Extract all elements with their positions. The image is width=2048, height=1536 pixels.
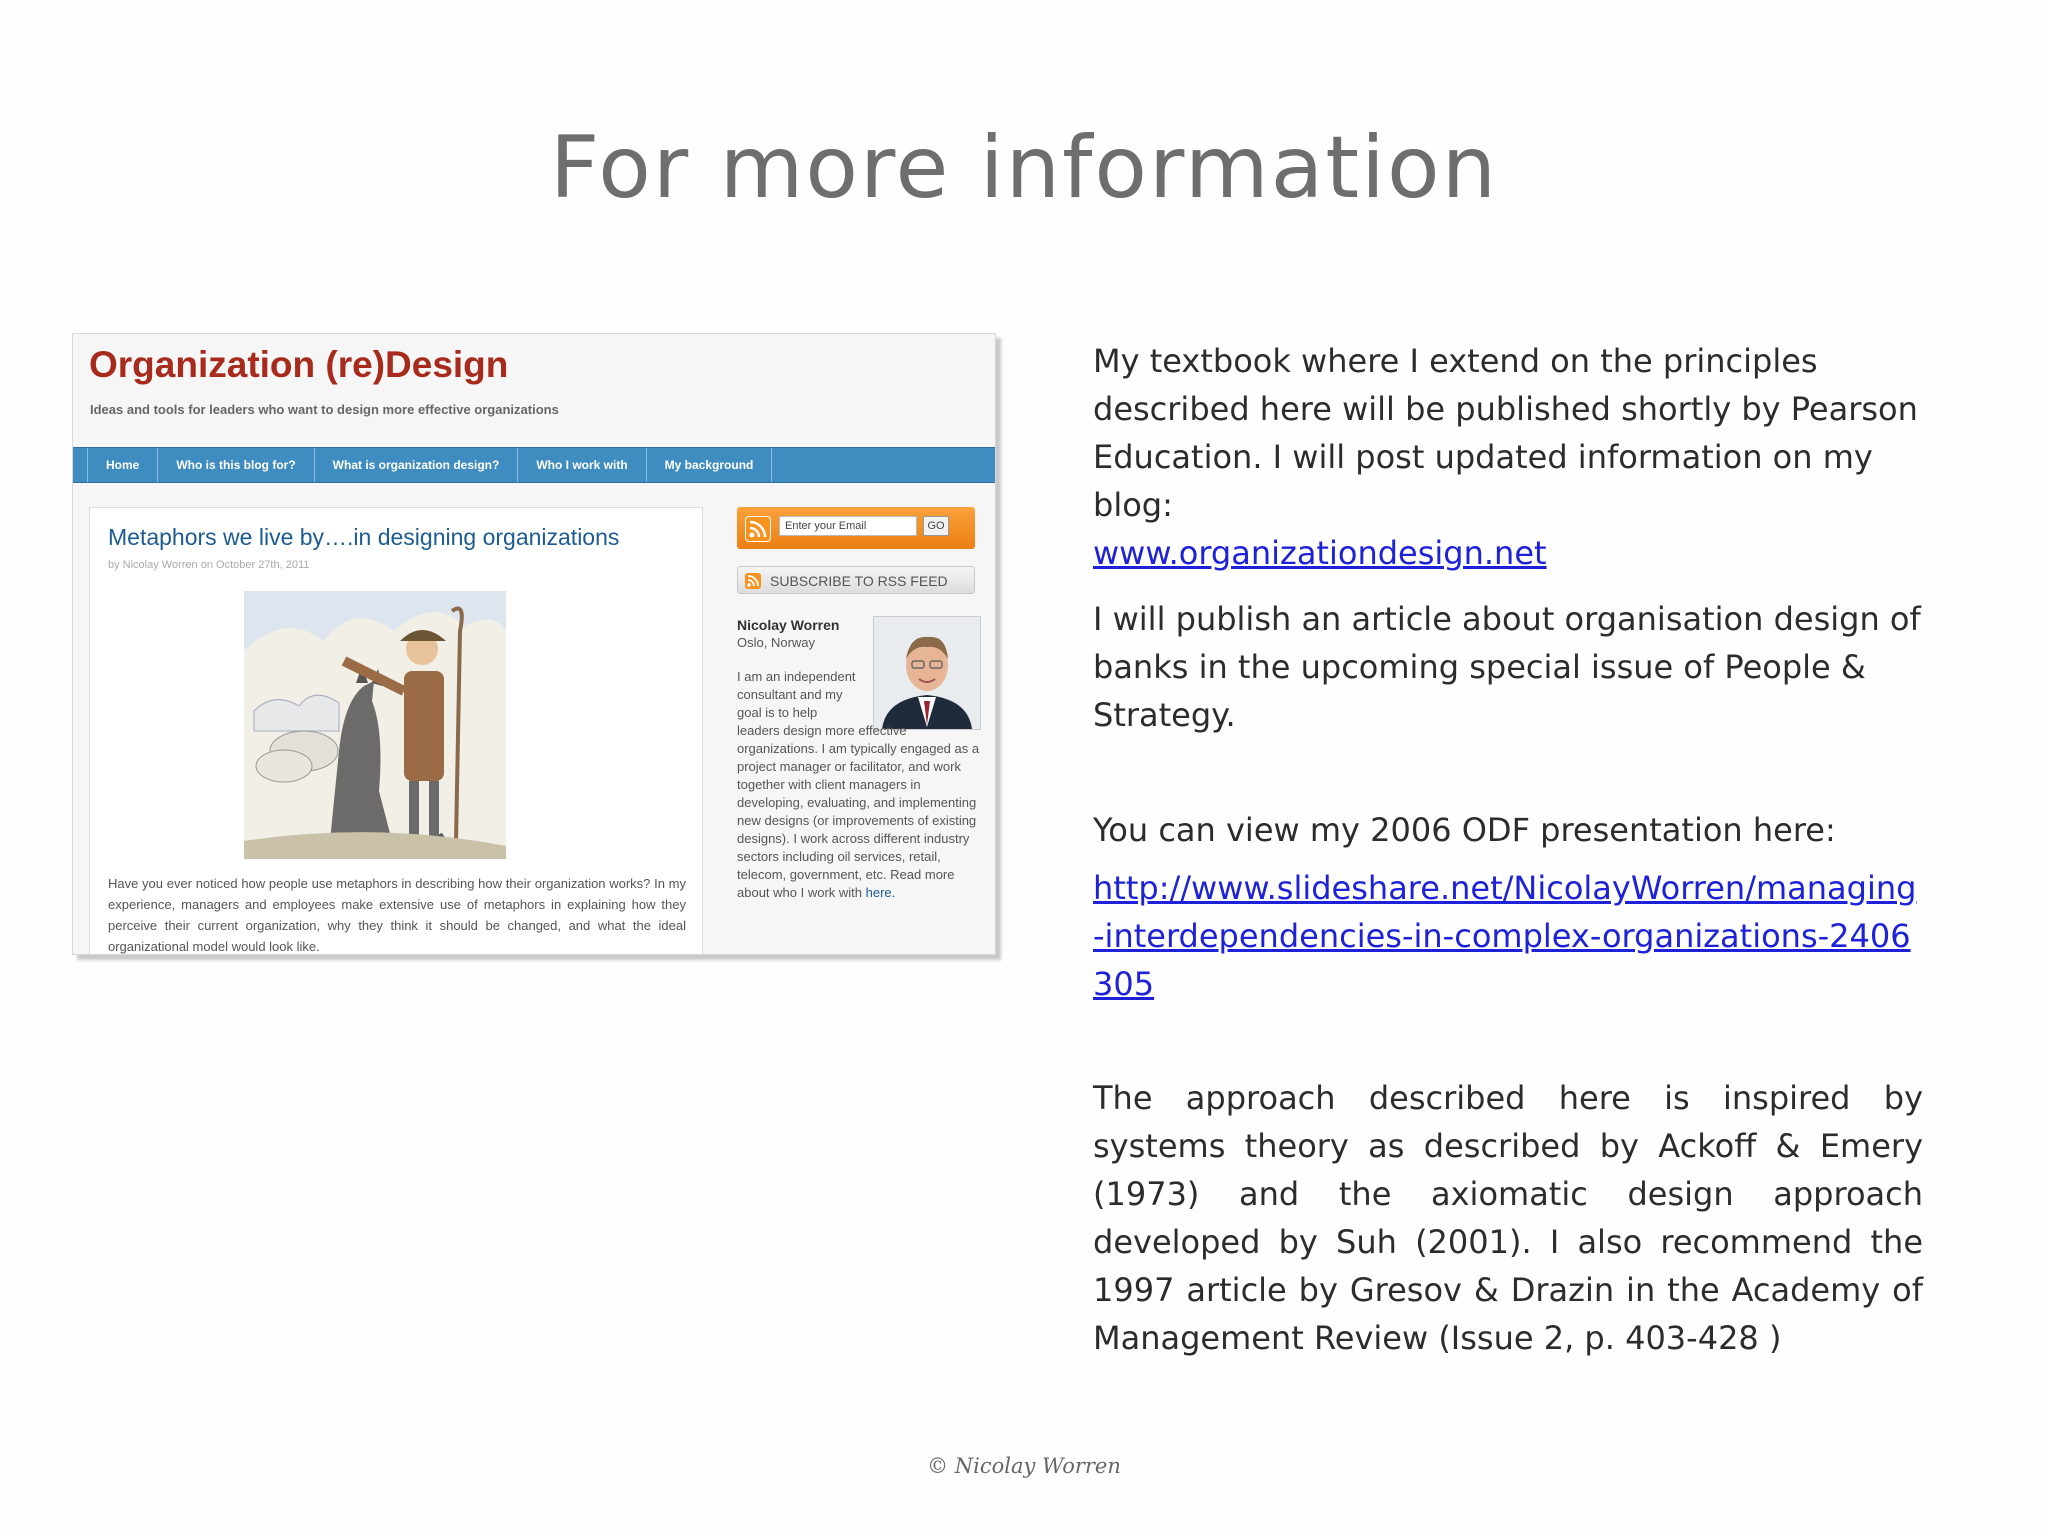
textbook-text: My textbook where I extend on the principles described here will be published shortly by Pearson Education. I will post updated information on my blog: <box>1093 342 1918 524</box>
blog-tagline: Ideas and tools for leaders who want to design more effective organizations <box>90 402 559 417</box>
presentation-link-block <box>1093 864 1923 1008</box>
author-location: Oslo, Norway <box>737 635 816 650</box>
nav-item-who-i-work-with[interactable]: Who I work with <box>517 448 645 482</box>
nav-item-who-is-this-blog-for[interactable]: Who is this blog for? <box>157 448 313 482</box>
post-meta: by Nicolay Worren on October 27th, 2011 <box>108 559 310 571</box>
nav-item-home[interactable]: Home <box>87 448 157 482</box>
rss-feed-icon <box>745 573 761 589</box>
approach-paragraph: The approach described here is inspired by systems theory as described by Ackoff & Emery (1973) and the axiomatic design approach developed by Suh (2001). I also recommend the 1997 article by Gresov & Drazin in the Academy of Management Review (Issue 2, p. 403-428 ) <box>1093 1079 1923 1357</box>
textbook-paragraph <box>1093 337 1923 577</box>
author-bio <box>737 668 987 902</box>
author-bio-intro: I am an independent consultant and my goal is to help <box>737 669 856 720</box>
article-paragraph: I will publish an article about organisation design of banks in the upcoming special issue of People & Strategy. <box>1093 600 1921 734</box>
subscribe-rss-button[interactable] <box>737 566 975 594</box>
go-button[interactable]: GO <box>923 516 949 536</box>
slide-title: For more information <box>549 118 1499 218</box>
email-subscribe-box <box>737 507 975 549</box>
nav-item-what-is-organization-design[interactable]: What is organization design? <box>314 448 518 482</box>
blog-screenshot <box>72 333 996 955</box>
rss-button-label: SUBSCRIBE TO RSS FEED <box>770 573 948 589</box>
blog-post <box>89 507 703 955</box>
blog-title[interactable]: Organization (re)Design <box>89 344 509 385</box>
footer-copyright: © Nicolay Worren <box>927 1454 1121 1478</box>
email-input[interactable]: Enter your Email <box>779 516 917 536</box>
rss-icon <box>745 516 771 542</box>
presentation-paragraph: You can view my 2006 ODF presentation here: <box>1093 811 1836 849</box>
bio-here-link[interactable]: here. <box>865 885 896 900</box>
post-illustration <box>244 591 506 859</box>
nav-item-my-background[interactable]: My background <box>646 448 773 482</box>
author-name: Nicolay Worren <box>737 617 840 633</box>
author-bio-text: leaders design more effective organizations. I am typically engaged as a project manager or facilitator, and work together with client managers in developing, evaluating, and implementing new designs (or improvements of existing designs). I work across different industry sectors including oil services, retail, telecom, government, etc. Read more about who I work with <box>737 723 980 900</box>
post-title[interactable]: Metaphors we live by….in designing organizations <box>108 524 620 550</box>
blog-url-link[interactable]: www.organizationdesign.net <box>1093 534 1547 572</box>
blog-nav <box>73 447 995 483</box>
slideshare-link[interactable]: http://www.slideshare.net/NicolayWorren/managing-interdependencies-in-complex-organizations-2406305 <box>1093 869 1917 1003</box>
post-excerpt: Have you ever noticed how people use metaphors in describing how their organization works? In my experience, managers and employees make extensive use of metaphors in explaining how they perceive their current organization, why they think it should be changed, and what the ideal organizational model would look like. <box>108 876 686 954</box>
